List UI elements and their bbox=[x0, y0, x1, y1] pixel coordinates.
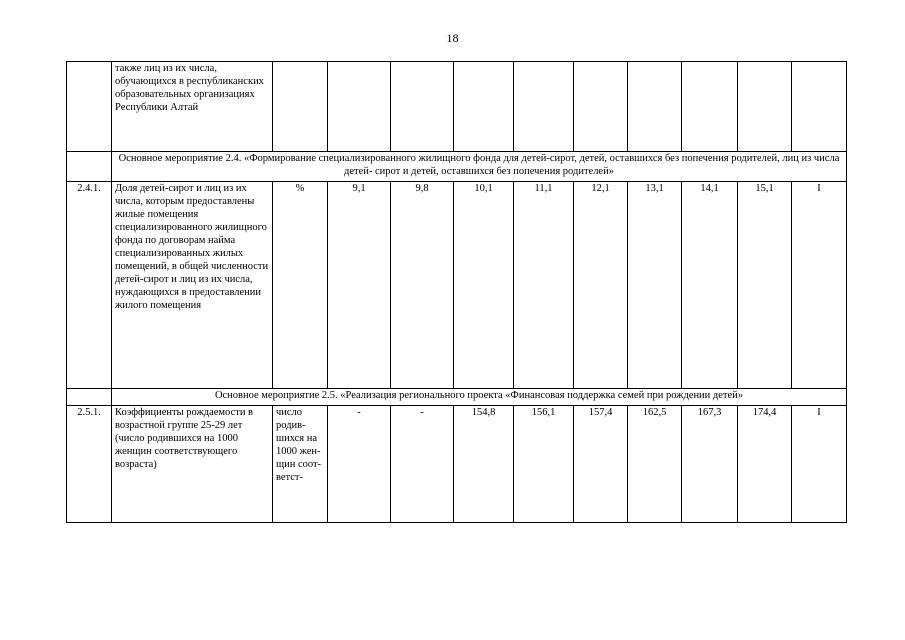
value-cell: 167,3 bbox=[682, 406, 738, 523]
value-cell: 157,4 bbox=[574, 406, 628, 523]
indicator-cell: Доля детей-сирот и лиц из их числа, которым предоставлены жилые помещения специализированного жилищного фонда по договорам найма специализированных жилых помещений, в общей численности детей-сирот и лиц из их числа, нуждающихся в предоставлении жилого помещения bbox=[112, 182, 273, 389]
table-row bbox=[67, 182, 847, 389]
indicator-cell: Коэффициенты рождаемости в возрастной группе 25-29 лет (число родившихся на 1000 женщин соответствующего возраста) bbox=[112, 406, 273, 523]
value-cell: 162,5 bbox=[628, 406, 682, 523]
value-cell: - bbox=[328, 406, 391, 523]
value-cell: 15,1 bbox=[738, 182, 792, 389]
row-number: 2.5.1. bbox=[67, 406, 112, 523]
unit-cell: % bbox=[273, 182, 328, 389]
value-cell: 12,1 bbox=[574, 182, 628, 389]
value-cell: 10,1 bbox=[454, 182, 514, 389]
value-cell: 13,1 bbox=[628, 182, 682, 389]
section-title-2-5: Основное мероприятие 2.5. «Реализация регионального проекта «Финансовая поддержка семей при рождении детей» bbox=[112, 389, 847, 406]
indicators-table bbox=[66, 61, 847, 523]
section-row bbox=[67, 389, 847, 406]
value-cell: 9,8 bbox=[391, 182, 454, 389]
section-title-2-4: Основное мероприятие 2.4. «Формирование специализированного жилищного фонда для детей-сирот, детей, оставшихся без попечения родителей, лиц из числа детей- сирот и детей, оставшихся без попечения родителей» bbox=[112, 152, 847, 182]
number-cell bbox=[67, 62, 112, 152]
table-row bbox=[67, 62, 847, 152]
table-row bbox=[67, 406, 847, 523]
value-cell: 11,1 bbox=[514, 182, 574, 389]
row-number: 2.4.1. bbox=[67, 182, 112, 389]
value-cell: - bbox=[391, 406, 454, 523]
value-cell: 174,4 bbox=[738, 406, 792, 523]
value-cell: 156,1 bbox=[514, 406, 574, 523]
section-row bbox=[67, 152, 847, 182]
indicator-cell: также лиц из их числа, обучающихся в республиканских образовательных организациях Республики Алтай bbox=[112, 62, 273, 152]
value-cell: I bbox=[792, 182, 847, 389]
value-cell: I bbox=[792, 406, 847, 523]
page-number: 18 bbox=[446, 31, 459, 45]
value-cell: 154,8 bbox=[454, 406, 514, 523]
value-cell: 14,1 bbox=[682, 182, 738, 389]
unit-cell: число родив-шихся на 1000 жен-щин соот-ветст- bbox=[273, 406, 328, 523]
value-cell: 9,1 bbox=[328, 182, 391, 389]
